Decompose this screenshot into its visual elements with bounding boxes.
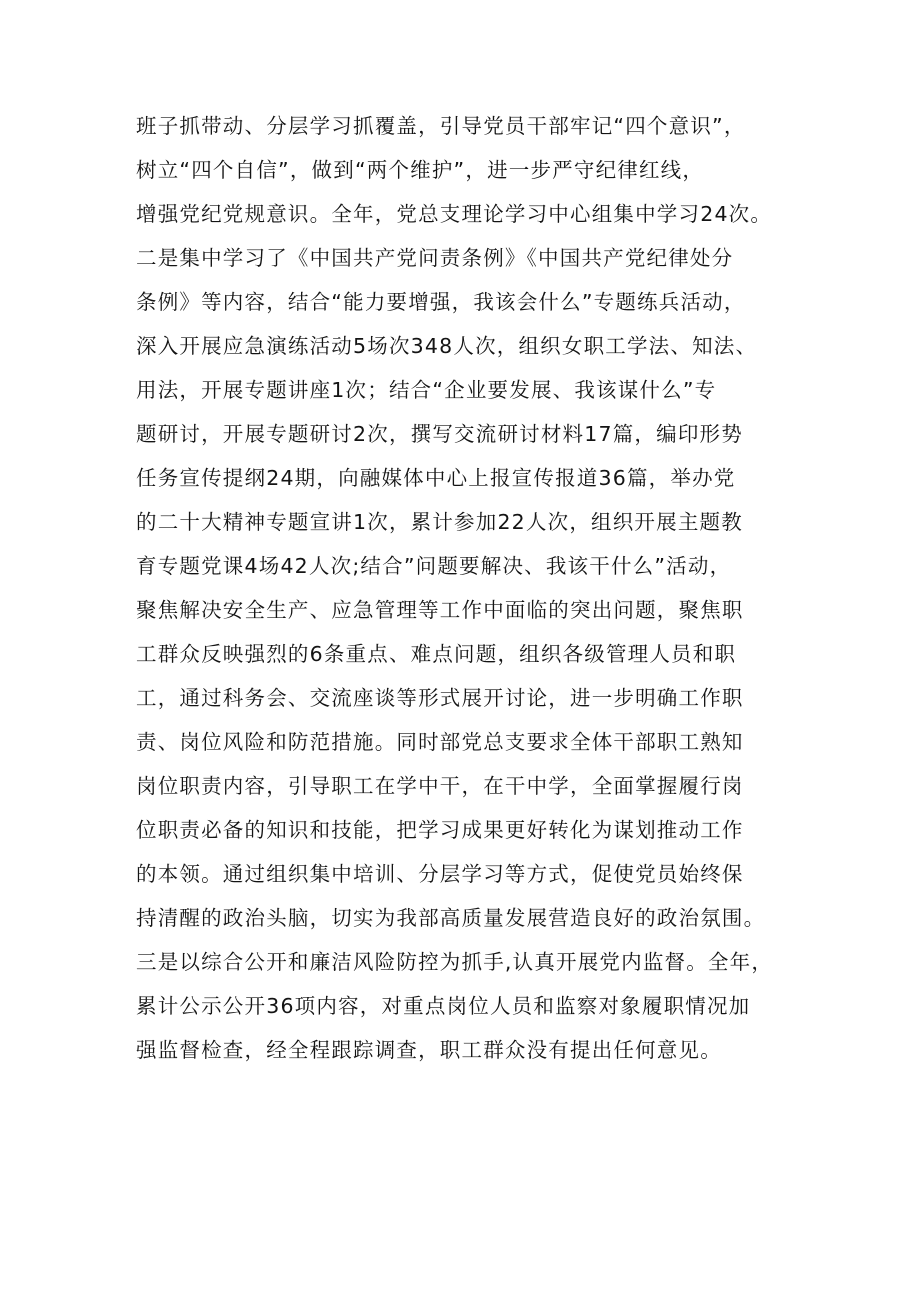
text-line: 题研讨，开展专题研讨2次，撰写交流研讨材料17篇，编印形势 <box>136 422 743 446</box>
text-line: 育专题党课4场42人次;结合”问题要解决、我该干什么”活动， <box>136 554 732 578</box>
text-line: 位职责必备的知识和技能，把学习成果更好转化为谋划推动工作 <box>136 818 744 842</box>
text-line: 的本领。通过组织集中培训、分层学习等方式，促使党员始终保 <box>136 862 744 886</box>
text-line: 工，通过科务会、交流座谈等形式展开讨论，进一步明确工作职 <box>136 686 744 710</box>
text-line: 任务宣传提纲24期，向融媒体中心上报宣传报道36篇，举办党 <box>136 466 736 490</box>
text-line: 增强党纪党规意识。全年，党总支理论学习中心组集中学习24次。 <box>136 202 773 226</box>
text-line: 二是集中学习了《中国共产党问责条例》《中国共产党纪律处分 <box>136 246 734 270</box>
text-line: 班子抓带动、分层学习抓覆盖，引导党员干部牢记“四个意识”， <box>136 114 746 138</box>
text-line: 三是以综合公开和廉洁风险防控为抓手,认真开展党内监督。全年， <box>136 950 774 974</box>
text-line: 用法，开展专题讲座1次；结合“企业要发展、我该谋什么”专 <box>136 378 717 402</box>
text-line: 持清醒的政治头脑，切实为我部高质量发展营造良好的政治氛围。 <box>136 906 766 930</box>
text-line: 岗位职责内容，引导职工在学中干，在干中学，全面掌握履行岗 <box>136 774 744 798</box>
text-line: 深入开展应急演练活动5场次348人次，组织女职工学法、知法、 <box>136 334 758 358</box>
text-line: 责、岗位风险和防范措施。同时部党总支要求全体干部职工熟知 <box>136 730 744 754</box>
text-line: 工群众反映强烈的6条重点、难点问题，组织各级管理人员和职 <box>136 642 737 666</box>
text-line: 强监督检查，经全程跟踪调查，职工群众没有提出任何意见。 <box>136 1038 722 1062</box>
text-line: 树立“四个自信”，做到“两个维护”，进一步严守纪律红线， <box>136 158 705 182</box>
text-line: 的二十大精神专题宣讲1次，累计参加22人次，组织开展主题教 <box>136 510 743 534</box>
text-line: 累计公示公开36项内容，对重点岗位人员和监察对象履职情况加 <box>136 994 751 1018</box>
text-line: 条例》等内容，结合“能力要增强，我该会什么”专题练兵活动， <box>136 290 746 314</box>
text-line: 聚焦解决安全生产、应急管理等工作中面临的突出问题，聚焦职 <box>136 598 744 622</box>
